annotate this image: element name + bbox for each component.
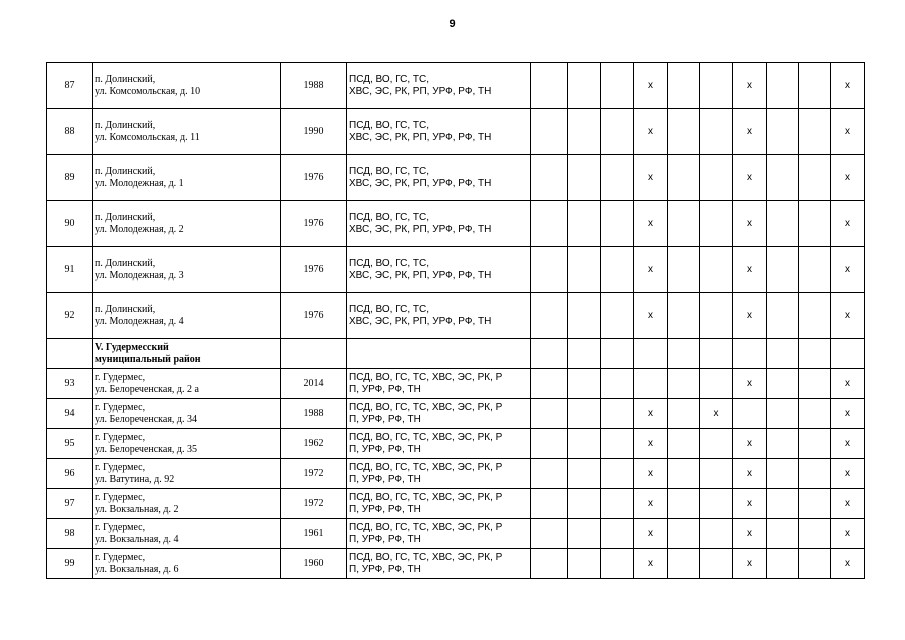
mark-cell (531, 459, 568, 489)
mark-cell (799, 369, 831, 399)
services-cell (347, 489, 531, 519)
mark-cell (568, 369, 601, 399)
services-line-1: ПСД, ВО, ГС, ТС, (349, 165, 430, 177)
mark-cell (799, 519, 831, 549)
mark-cell (700, 247, 733, 293)
table-row (47, 489, 865, 519)
mark-cell (601, 155, 634, 201)
mark-cell (767, 399, 799, 429)
mark-cell (568, 429, 601, 459)
address-line-2: ул. Вокзальная, д. 2 (95, 503, 179, 515)
address-cell (93, 63, 281, 109)
mark-cell (568, 155, 601, 201)
mark-cell (601, 459, 634, 489)
mark-cell (700, 459, 733, 489)
year-built: 1976 (281, 293, 347, 339)
mark-cell (668, 459, 700, 489)
address-cell (93, 293, 281, 339)
address-line-2: ул. Молодежная, д. 3 (95, 269, 184, 281)
services-cell (347, 459, 531, 489)
mark-cell (700, 549, 733, 579)
address-line-1: п. Долинский, (95, 211, 156, 223)
services-line-1: ПСД, ВО, ГС, ТС, (349, 211, 430, 223)
mark-cell (799, 247, 831, 293)
year-built: 1972 (281, 489, 347, 519)
mark-cell (767, 247, 799, 293)
mark-cell: x (733, 549, 767, 579)
services-cell (347, 429, 531, 459)
mark-cell (799, 489, 831, 519)
mark-cell (668, 429, 700, 459)
mark-cell (668, 63, 700, 109)
services-cell (347, 519, 531, 549)
mark-cell (531, 155, 568, 201)
mark-cell: x (831, 429, 865, 459)
mark-cell (601, 489, 634, 519)
mark-cell (531, 519, 568, 549)
row-number: 94 (47, 399, 93, 429)
table-row (47, 519, 865, 549)
mark-cell (601, 519, 634, 549)
year-built: 1988 (281, 63, 347, 109)
year-built: 1961 (281, 519, 347, 549)
mark-cell (700, 489, 733, 519)
mark-cell (767, 369, 799, 399)
mark-cell (531, 63, 568, 109)
table-row (47, 247, 865, 293)
mark-cell (799, 201, 831, 247)
mark-cell: x (831, 459, 865, 489)
address-cell (93, 459, 281, 489)
year-built: 1962 (281, 429, 347, 459)
mark-cell (767, 459, 799, 489)
address-cell (93, 489, 281, 519)
mark-cell (568, 201, 601, 247)
mark-cell: x (831, 549, 865, 579)
mark-cell (799, 155, 831, 201)
address-line-1: г. Гудермес, (95, 401, 146, 413)
mark-cell: x (634, 459, 668, 489)
mark-cell: x (831, 293, 865, 339)
services-line-2: ХВС, ЭС, РК, РП, УРФ, РФ, ТН (349, 85, 492, 97)
table-row (47, 549, 865, 579)
mark-cell: x (733, 247, 767, 293)
mark-cell: x (831, 63, 865, 109)
address-line-1: г. Гудермес, (95, 461, 146, 473)
table-row (47, 201, 865, 247)
row-number: 95 (47, 429, 93, 459)
mark-cell (601, 399, 634, 429)
mark-cell (531, 293, 568, 339)
year-built: 1960 (281, 549, 347, 579)
year-built: 1976 (281, 201, 347, 247)
services-cell (347, 63, 531, 109)
empty-cell (568, 339, 601, 369)
mark-cell: x (831, 399, 865, 429)
table-row (47, 429, 865, 459)
address-cell (93, 201, 281, 247)
address-line-2: ул. Белореченская, д. 35 (95, 443, 198, 455)
mark-cell: x (634, 109, 668, 155)
mark-cell (531, 489, 568, 519)
year-built: 1976 (281, 155, 347, 201)
empty-cell (799, 339, 831, 369)
mark-cell (700, 293, 733, 339)
services-line-1: ПСД, ВО, ГС, ТС, ХВС, ЭС, РК, Р (349, 551, 503, 563)
mark-cell: x (831, 519, 865, 549)
empty-cell (767, 339, 799, 369)
address-line-2: ул. Белореченская, д. 34 (95, 413, 198, 425)
row-number: 91 (47, 247, 93, 293)
mark-cell: x (634, 293, 668, 339)
address-line-1: г. Гудермес, (95, 371, 146, 383)
address-cell (93, 155, 281, 201)
mark-cell (668, 109, 700, 155)
mark-cell (531, 109, 568, 155)
table-row (47, 399, 865, 429)
address-cell (93, 549, 281, 579)
mark-cell (531, 247, 568, 293)
empty-cell (634, 339, 668, 369)
mark-cell (700, 155, 733, 201)
mark-cell (700, 519, 733, 549)
address-cell (93, 519, 281, 549)
mark-cell (733, 399, 767, 429)
mark-cell (568, 549, 601, 579)
mark-cell: x (700, 399, 733, 429)
mark-cell (668, 489, 700, 519)
mark-cell (700, 63, 733, 109)
mark-cell: x (831, 247, 865, 293)
mark-cell: x (831, 489, 865, 519)
address-cell (93, 369, 281, 399)
mark-cell: x (733, 155, 767, 201)
services-line-1: ПСД, ВО, ГС, ТС, (349, 119, 430, 131)
year-built: 1990 (281, 109, 347, 155)
mark-cell (601, 369, 634, 399)
mark-cell (700, 369, 733, 399)
mark-cell (767, 519, 799, 549)
row-number: 99 (47, 549, 93, 579)
empty-cell (281, 339, 347, 369)
mark-cell (799, 63, 831, 109)
mark-cell: x (733, 201, 767, 247)
mark-cell: x (831, 109, 865, 155)
address-line-2: ул. Молодежная, д. 4 (95, 315, 184, 327)
services-line-1: ПСД, ВО, ГС, ТС, ХВС, ЭС, РК, Р (349, 401, 503, 413)
mark-cell (767, 63, 799, 109)
mark-cell (767, 155, 799, 201)
address-line-2: ул. Комсомольская, д. 10 (95, 85, 201, 97)
mark-cell (601, 429, 634, 459)
address-line-1: п. Долинский, (95, 73, 156, 85)
mark-cell: x (733, 459, 767, 489)
services-cell (347, 109, 531, 155)
mark-cell (601, 63, 634, 109)
services-line-2: ХВС, ЭС, РК, РП, УРФ, РФ, ТН (349, 269, 492, 281)
row-number: 89 (47, 155, 93, 201)
year-built: 1988 (281, 399, 347, 429)
section-header-row (47, 339, 865, 369)
empty-cell (347, 339, 531, 369)
row-number: 87 (47, 63, 93, 109)
mark-cell (799, 429, 831, 459)
services-line-1: ПСД, ВО, ГС, ТС, (349, 303, 430, 315)
table-row (47, 63, 865, 109)
mark-cell (799, 109, 831, 155)
row-number: 98 (47, 519, 93, 549)
empty-cell (531, 339, 568, 369)
mark-cell (668, 549, 700, 579)
mark-cell (634, 369, 668, 399)
address-line-2: ул. Белореченская, д. 2 а (95, 383, 199, 395)
mark-cell (601, 109, 634, 155)
services-line-2: ХВС, ЭС, РК, РП, УРФ, РФ, ТН (349, 177, 492, 189)
table-row (47, 155, 865, 201)
address-line-1: п. Долинский, (95, 257, 156, 269)
mark-cell: x (634, 429, 668, 459)
mark-cell (668, 293, 700, 339)
table-row (47, 109, 865, 155)
address-line-2: ул. Вокзальная, д. 4 (95, 533, 179, 545)
page-number: 9 (449, 18, 456, 30)
section-title-line-1: V. Гудермесский (95, 341, 169, 353)
mark-cell (601, 293, 634, 339)
mark-cell (568, 293, 601, 339)
services-line-2: ХВС, ЭС, РК, РП, УРФ, РФ, ТН (349, 131, 492, 143)
row-number: 88 (47, 109, 93, 155)
services-cell (347, 247, 531, 293)
address-line-1: п. Долинский, (95, 119, 156, 131)
address-line-2: ул. Молодежная, д. 1 (95, 177, 184, 189)
mark-cell (700, 109, 733, 155)
mark-cell (799, 549, 831, 579)
mark-cell (668, 247, 700, 293)
services-line-1: ПСД, ВО, ГС, ТС, (349, 73, 430, 85)
mark-cell (668, 369, 700, 399)
mark-cell (568, 489, 601, 519)
mark-cell (700, 201, 733, 247)
services-line-2: П, УРФ, РФ, ТН (349, 473, 421, 485)
mark-cell (767, 549, 799, 579)
services-line-2: ХВС, ЭС, РК, РП, УРФ, РФ, ТН (349, 315, 492, 327)
row-number: 96 (47, 459, 93, 489)
mark-cell (668, 399, 700, 429)
address-line-1: г. Гудермес, (95, 491, 146, 503)
services-line-1: ПСД, ВО, ГС, ТС, ХВС, ЭС, РК, Р (349, 371, 503, 383)
mark-cell (767, 293, 799, 339)
mark-cell (668, 519, 700, 549)
empty-cell (601, 339, 634, 369)
address-line-1: г. Гудермес, (95, 551, 146, 563)
mark-cell (531, 399, 568, 429)
table-body (47, 63, 865, 579)
mark-cell: x (634, 489, 668, 519)
services-line-2: П, УРФ, РФ, ТН (349, 563, 421, 575)
mark-cell (767, 429, 799, 459)
mark-cell (799, 293, 831, 339)
services-line-2: П, УРФ, РФ, ТН (349, 533, 421, 545)
services-line-1: ПСД, ВО, ГС, ТС, ХВС, ЭС, РК, Р (349, 491, 503, 503)
mark-cell: x (733, 293, 767, 339)
mark-cell (531, 369, 568, 399)
mark-cell: x (634, 549, 668, 579)
services-line-1: ПСД, ВО, ГС, ТС, ХВС, ЭС, РК, Р (349, 431, 503, 443)
mark-cell (601, 247, 634, 293)
housing-registry-table (46, 62, 865, 579)
address-line-2: ул. Молодежная, д. 2 (95, 223, 184, 235)
section-title-line-2: муниципальный район (95, 353, 201, 365)
services-cell (347, 549, 531, 579)
table-row (47, 293, 865, 339)
services-line-2: ХВС, ЭС, РК, РП, УРФ, РФ, ТН (349, 223, 492, 235)
empty-cell (47, 339, 93, 369)
address-line-1: п. Долинский, (95, 165, 156, 177)
year-built: 1972 (281, 459, 347, 489)
year-built: 2014 (281, 369, 347, 399)
empty-cell (831, 339, 865, 369)
address-line-1: г. Гудермес, (95, 521, 146, 533)
mark-cell (799, 459, 831, 489)
table-row (47, 369, 865, 399)
mark-cell (531, 429, 568, 459)
mark-cell: x (634, 399, 668, 429)
empty-cell (700, 339, 733, 369)
mark-cell (799, 399, 831, 429)
services-line-2: П, УРФ, РФ, ТН (349, 503, 421, 515)
mark-cell (668, 201, 700, 247)
mark-cell: x (733, 109, 767, 155)
address-line-1: п. Долинский, (95, 303, 156, 315)
mark-cell (568, 399, 601, 429)
empty-cell (668, 339, 700, 369)
mark-cell (601, 201, 634, 247)
table-row (47, 459, 865, 489)
mark-cell (668, 155, 700, 201)
address-line-2: ул. Вокзальная, д. 6 (95, 563, 179, 575)
mark-cell: x (733, 489, 767, 519)
services-cell (347, 399, 531, 429)
mark-cell: x (831, 155, 865, 201)
address-line-2: ул. Комсомольская, д. 11 (95, 131, 200, 143)
row-number: 92 (47, 293, 93, 339)
services-cell (347, 201, 531, 247)
mark-cell: x (733, 369, 767, 399)
mark-cell (568, 63, 601, 109)
mark-cell: x (733, 519, 767, 549)
mark-cell (568, 459, 601, 489)
empty-cell (733, 339, 767, 369)
mark-cell (700, 429, 733, 459)
services-cell (347, 369, 531, 399)
mark-cell: x (634, 247, 668, 293)
mark-cell: x (831, 201, 865, 247)
row-number: 93 (47, 369, 93, 399)
mark-cell: x (634, 519, 668, 549)
address-cell (93, 429, 281, 459)
year-built: 1976 (281, 247, 347, 293)
address-cell (93, 399, 281, 429)
address-line-1: г. Гудермес, (95, 431, 146, 443)
services-line-1: ПСД, ВО, ГС, ТС, ХВС, ЭС, РК, Р (349, 521, 503, 533)
row-number: 97 (47, 489, 93, 519)
mark-cell (767, 109, 799, 155)
mark-cell (767, 489, 799, 519)
address-cell (93, 109, 281, 155)
services-line-2: П, УРФ, РФ, ТН (349, 443, 421, 455)
mark-cell: x (634, 63, 668, 109)
mark-cell (531, 201, 568, 247)
mark-cell (568, 247, 601, 293)
services-cell (347, 155, 531, 201)
services-line-2: П, УРФ, РФ, ТН (349, 383, 421, 395)
mark-cell: x (733, 429, 767, 459)
mark-cell: x (831, 369, 865, 399)
mark-cell (531, 549, 568, 579)
address-line-2: ул. Ватутина, д. 92 (95, 473, 175, 485)
mark-cell (601, 549, 634, 579)
mark-cell: x (634, 201, 668, 247)
row-number: 90 (47, 201, 93, 247)
address-cell (93, 247, 281, 293)
mark-cell (568, 109, 601, 155)
mark-cell (767, 201, 799, 247)
mark-cell: x (733, 63, 767, 109)
mark-cell: x (634, 155, 668, 201)
services-line-1: ПСД, ВО, ГС, ТС, ХВС, ЭС, РК, Р (349, 461, 503, 473)
services-line-1: ПСД, ВО, ГС, ТС, (349, 257, 430, 269)
section-title (93, 339, 281, 369)
mark-cell (568, 519, 601, 549)
services-line-2: П, УРФ, РФ, ТН (349, 413, 421, 425)
services-cell (347, 293, 531, 339)
